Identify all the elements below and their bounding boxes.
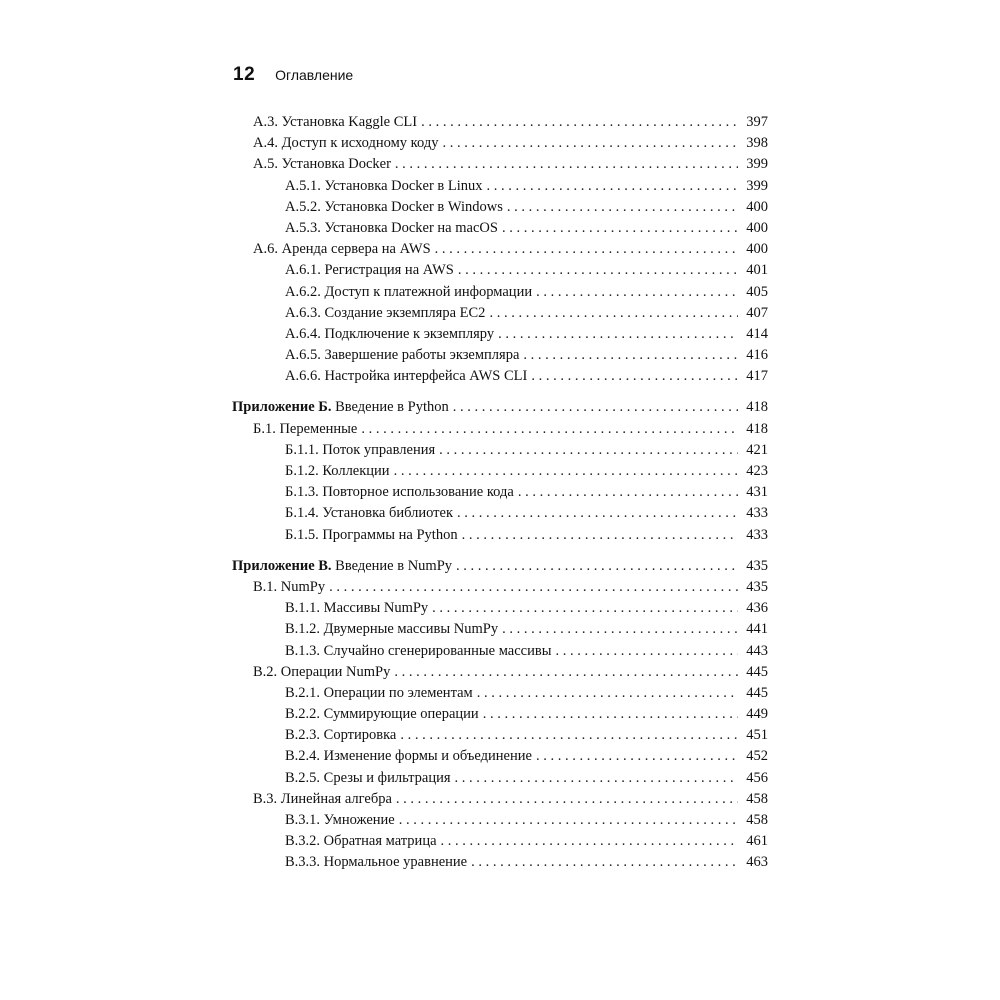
toc-entry[interactable] bbox=[232, 768, 768, 789]
toc-entry-label: В.1. NumPy bbox=[253, 578, 326, 595]
toc-entry[interactable] bbox=[232, 133, 768, 154]
toc-page-number: 418 bbox=[746, 399, 768, 416]
toc-entry-title bbox=[253, 577, 325, 598]
toc-entry[interactable] bbox=[232, 260, 768, 281]
toc-entry-label: Б.1.5. Программы на Python bbox=[285, 526, 458, 543]
toc-entry-label: А.6.4. Подключение к экземпляру bbox=[285, 325, 495, 342]
page-title: Оглавление bbox=[275, 67, 354, 83]
toc-entry[interactable] bbox=[232, 345, 768, 366]
toc-entry-title bbox=[285, 282, 532, 303]
toc-entry-title bbox=[285, 852, 467, 873]
toc-entry-label: В.1.1. Массивы NumPy bbox=[285, 600, 429, 617]
toc-appendix-label: Приложение В. bbox=[232, 557, 332, 574]
toc-entry[interactable] bbox=[232, 704, 768, 725]
toc-entry[interactable] bbox=[232, 810, 768, 831]
dot-leader bbox=[395, 154, 738, 175]
toc-entry-title bbox=[285, 746, 532, 767]
toc-entry-title bbox=[285, 218, 498, 239]
toc-entry[interactable] bbox=[232, 154, 768, 175]
toc-page-number: 445 bbox=[746, 684, 768, 701]
toc-page-number: 407 bbox=[746, 304, 768, 321]
dot-leader bbox=[536, 282, 738, 303]
toc-entry-label: Б.1. Переменные bbox=[253, 420, 358, 437]
toc-entry-title bbox=[253, 154, 391, 175]
toc-entry-title bbox=[285, 440, 435, 461]
toc-entry[interactable] bbox=[232, 525, 768, 546]
dot-leader bbox=[507, 197, 738, 218]
toc-entry-label: А.6.3. Создание экземпляра EC2 bbox=[285, 304, 486, 321]
toc-entry-title bbox=[285, 324, 494, 345]
dot-leader bbox=[518, 482, 738, 503]
toc-entry-title bbox=[285, 345, 519, 366]
toc-entry[interactable] bbox=[232, 461, 768, 482]
toc-entry-label: В.2.5. Срезы и фильтрация bbox=[285, 769, 451, 786]
toc-entry[interactable] bbox=[232, 503, 768, 524]
toc-page-number: 400 bbox=[746, 198, 768, 215]
toc-page-number: 401 bbox=[746, 262, 768, 279]
toc-entry-label: В.2.1. Операции по элементам bbox=[285, 684, 473, 701]
dot-leader bbox=[487, 176, 738, 197]
toc-entry[interactable] bbox=[232, 482, 768, 503]
toc-page-number: 399 bbox=[746, 177, 768, 194]
toc-page-number: 441 bbox=[746, 621, 768, 638]
toc-page-number: 421 bbox=[746, 441, 768, 458]
toc-entry-label: А.6.5. Завершение работы экземпляра bbox=[285, 347, 520, 364]
dot-leader bbox=[531, 366, 738, 387]
toc-entry-title bbox=[285, 725, 396, 746]
toc-page-number: 416 bbox=[746, 347, 768, 364]
toc-entry[interactable] bbox=[232, 440, 768, 461]
dot-leader bbox=[361, 419, 738, 440]
toc-entry-label: В.3.3. Нормальное уравнение bbox=[285, 854, 468, 871]
toc-entry[interactable] bbox=[232, 831, 768, 852]
toc-entry-label: А.3. Установка Kaggle CLI bbox=[253, 114, 418, 130]
dot-leader bbox=[394, 662, 738, 683]
toc-entry-label: В.1.3. Случайно сгенерированные массивы bbox=[285, 642, 552, 659]
page-number: 12 bbox=[233, 64, 256, 85]
toc-page-number: 435 bbox=[746, 578, 768, 595]
toc-appendix-entry[interactable] bbox=[232, 556, 768, 577]
toc-page-number: 418 bbox=[746, 420, 768, 437]
toc-page-number: 414 bbox=[746, 325, 768, 342]
dot-leader bbox=[536, 746, 738, 767]
toc-entry[interactable] bbox=[232, 197, 768, 218]
toc-page-number: 423 bbox=[746, 463, 768, 479]
toc-entry[interactable] bbox=[232, 419, 768, 440]
dot-leader bbox=[456, 556, 738, 577]
toc-entry-label: В.1.2. Двумерные массивы NumPy bbox=[285, 621, 499, 638]
dot-leader bbox=[502, 619, 738, 640]
toc-entry-label: Введение в Python bbox=[331, 399, 449, 416]
toc-entry-label: Б.1.4. Установка библиотек bbox=[285, 505, 454, 522]
toc-entry-title bbox=[285, 503, 453, 524]
dot-leader bbox=[457, 503, 738, 524]
toc-page-number: 452 bbox=[746, 748, 768, 765]
toc-entry-label: В.2.4. Изменение формы и объединение bbox=[285, 748, 532, 765]
toc-page-number: 458 bbox=[746, 812, 768, 828]
toc-page-number: 433 bbox=[746, 505, 768, 522]
dot-leader bbox=[555, 641, 738, 662]
toc-entry-title bbox=[285, 525, 458, 546]
dot-leader bbox=[458, 260, 738, 281]
toc-entry-title bbox=[253, 239, 431, 260]
toc-entry[interactable] bbox=[232, 641, 768, 662]
toc-entry-title bbox=[253, 789, 392, 810]
toc-entry-label: Б.1.1. Поток управления bbox=[285, 441, 436, 458]
toc-appendix-label: Приложение Б. bbox=[232, 399, 332, 416]
toc-entry[interactable] bbox=[232, 303, 768, 324]
dot-leader bbox=[421, 112, 738, 133]
toc-entry-title bbox=[285, 810, 395, 831]
toc-entry[interactable] bbox=[232, 218, 768, 239]
toc-page-number: 398 bbox=[746, 135, 768, 152]
dot-leader bbox=[502, 218, 738, 239]
toc-page-number: 435 bbox=[746, 557, 768, 574]
toc-page-number: 458 bbox=[746, 790, 768, 807]
toc-page-number: 400 bbox=[746, 219, 768, 236]
toc-entry-title bbox=[285, 366, 527, 387]
dot-leader bbox=[432, 598, 738, 619]
dot-leader bbox=[498, 324, 738, 345]
toc-entry-title bbox=[285, 260, 454, 281]
toc-entry-label: В.3.2. Обратная матрица bbox=[285, 833, 437, 850]
toc-entry[interactable] bbox=[232, 112, 768, 133]
toc-page-number: 433 bbox=[746, 526, 768, 543]
toc-entry-title bbox=[285, 619, 498, 640]
table-of-contents bbox=[232, 112, 768, 874]
toc-entry-label: А.6.2. Доступ к платежной информации bbox=[285, 283, 533, 300]
toc-entry[interactable] bbox=[232, 746, 768, 767]
toc-page-number: 399 bbox=[746, 156, 768, 173]
toc-entry[interactable] bbox=[232, 598, 768, 619]
toc-entry[interactable] bbox=[232, 662, 768, 683]
dot-leader bbox=[435, 239, 738, 260]
toc-entry-title bbox=[285, 461, 390, 482]
toc-entry-label: А.5.1. Установка Docker в Linux bbox=[285, 177, 483, 194]
toc-entry-title bbox=[232, 397, 449, 418]
toc-entry-label: В.3. Линейная алгебра bbox=[253, 790, 392, 807]
toc-page-number: 417 bbox=[746, 368, 768, 385]
toc-entry-title bbox=[285, 683, 473, 704]
toc-entry[interactable] bbox=[232, 282, 768, 303]
toc-entry[interactable] bbox=[232, 239, 768, 260]
toc-entry-title bbox=[253, 112, 417, 133]
toc-entry-label: А.5. Установка Docker bbox=[253, 156, 391, 173]
toc-entry-title bbox=[285, 768, 451, 789]
toc-page-number: 397 bbox=[746, 114, 768, 130]
toc-entry-title bbox=[253, 662, 390, 683]
dot-leader bbox=[442, 133, 738, 154]
toc-entry-label: А.6.1. Регистрация на AWS bbox=[285, 262, 454, 279]
toc-entry-label: А.5.2. Установка Docker в Windows bbox=[285, 198, 503, 215]
toc-entry-title bbox=[285, 831, 437, 852]
toc-entry-title bbox=[285, 197, 503, 218]
toc-entry-label: А.6. Аренда сервера на AWS bbox=[253, 241, 431, 258]
dot-leader bbox=[471, 852, 738, 873]
toc-entry[interactable] bbox=[232, 683, 768, 704]
toc-entry[interactable] bbox=[232, 577, 768, 598]
toc-entry[interactable] bbox=[232, 619, 768, 640]
toc-entry-label: В.2.3. Сортировка bbox=[285, 727, 397, 744]
dot-leader bbox=[477, 683, 738, 704]
dot-leader bbox=[396, 789, 738, 810]
toc-entry-label: Б.1.2. Коллекции bbox=[285, 463, 390, 479]
dot-leader bbox=[400, 725, 738, 746]
toc-page-number: 443 bbox=[746, 642, 768, 659]
toc-entry-title bbox=[253, 133, 438, 154]
dot-leader bbox=[523, 345, 738, 366]
toc-entry-title bbox=[285, 641, 551, 662]
toc-entry-title bbox=[232, 556, 452, 577]
dot-leader bbox=[483, 704, 738, 725]
toc-page-number: 405 bbox=[746, 283, 768, 300]
toc-entry-label: В.2. Операции NumPy bbox=[253, 663, 391, 680]
toc-entry-label: А.4. Доступ к исходному коду bbox=[253, 135, 439, 152]
toc-entry-label: А.6.6. Настройка интерфейса AWS CLI bbox=[285, 368, 528, 385]
toc-entry[interactable] bbox=[232, 852, 768, 873]
toc-page-number: 431 bbox=[746, 484, 768, 501]
toc-entry[interactable] bbox=[232, 366, 768, 387]
toc-entry-title bbox=[285, 598, 428, 619]
dot-leader bbox=[394, 461, 738, 482]
toc-page-number: 451 bbox=[746, 727, 768, 744]
toc-entry[interactable] bbox=[232, 176, 768, 197]
toc-page-number: 456 bbox=[746, 769, 768, 786]
toc-entry-title bbox=[253, 419, 357, 440]
toc-entry-label: Введение в NumPy bbox=[331, 557, 453, 574]
dot-leader bbox=[439, 440, 738, 461]
dot-leader bbox=[453, 397, 738, 418]
toc-entry-title bbox=[285, 704, 479, 725]
toc-entry-label: А.5.3. Установка Docker на macOS bbox=[285, 219, 498, 236]
toc-page-number: 463 bbox=[746, 854, 768, 871]
toc-entry-label: В.3.1. Умножение bbox=[285, 812, 395, 828]
dot-leader bbox=[489, 303, 738, 324]
dot-leader bbox=[441, 831, 738, 852]
toc-page-number: 400 bbox=[746, 241, 768, 258]
toc-entry-title bbox=[285, 482, 514, 503]
toc-entry-title bbox=[285, 303, 485, 324]
toc-appendix-entry[interactable] bbox=[232, 397, 768, 418]
toc-entry-label: В.2.2. Суммирующие операции bbox=[285, 706, 479, 723]
toc-entry-label: Б.1.3. Повторное использование кода bbox=[285, 484, 514, 501]
page-header bbox=[233, 64, 353, 86]
dot-leader bbox=[455, 768, 738, 789]
toc-page-number: 436 bbox=[746, 600, 768, 617]
toc-page-number: 449 bbox=[746, 706, 768, 723]
toc-page-number: 461 bbox=[746, 833, 768, 850]
toc-page-number: 445 bbox=[746, 663, 768, 680]
toc-entry[interactable] bbox=[232, 725, 768, 746]
toc-entry[interactable] bbox=[232, 324, 768, 345]
dot-leader bbox=[329, 577, 738, 598]
dot-leader bbox=[399, 810, 738, 831]
toc-entry[interactable] bbox=[232, 789, 768, 810]
toc-entry-title bbox=[285, 176, 483, 197]
dot-leader bbox=[462, 525, 738, 546]
